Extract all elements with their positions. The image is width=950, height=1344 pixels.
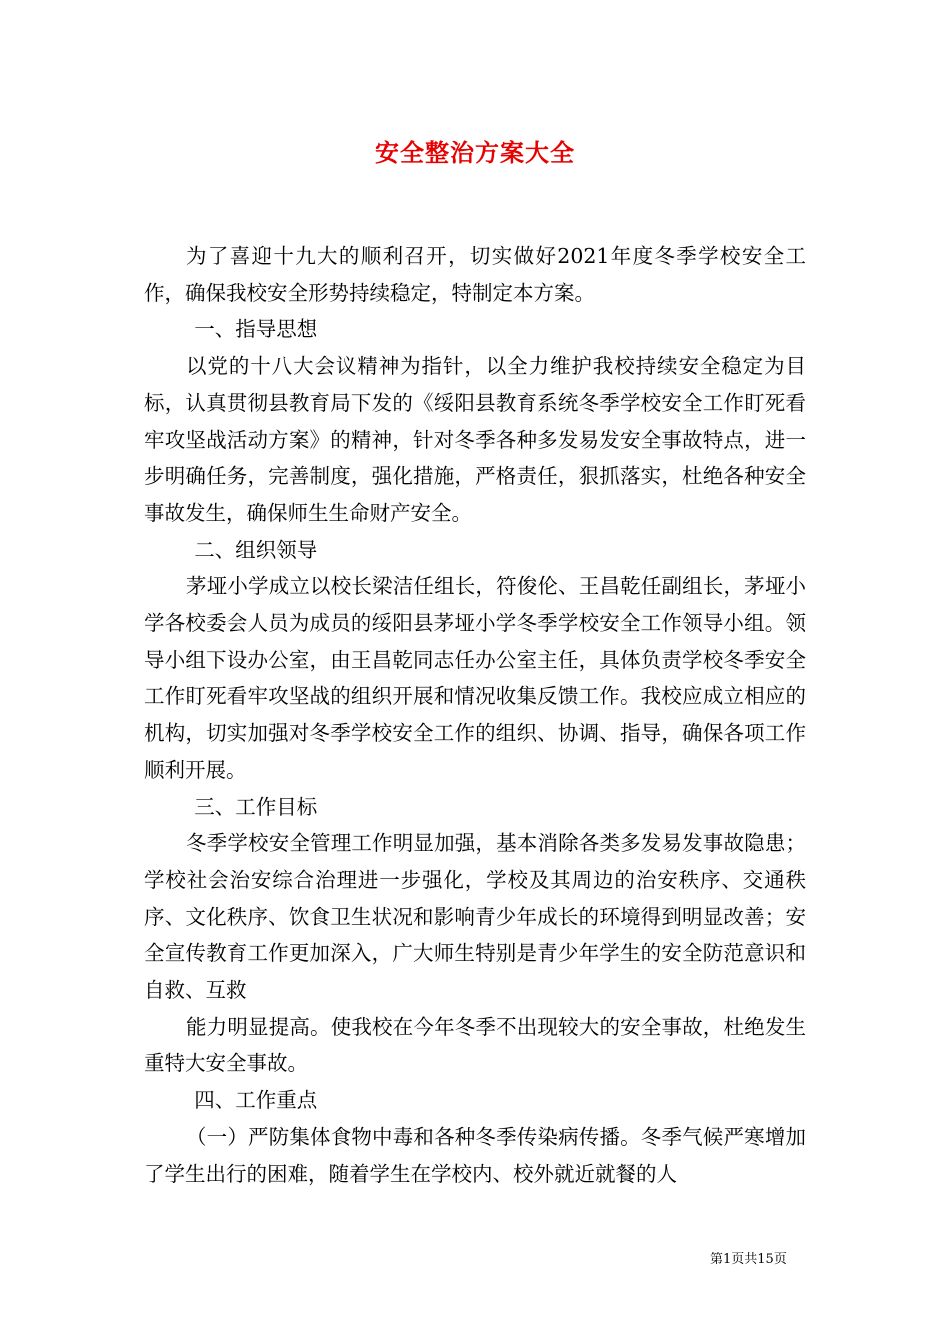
document-title: 安全整治方案大全 bbox=[375, 138, 575, 167]
section-heading-guiding-ideology: 一、指导思想 bbox=[194, 317, 318, 342]
work-goals-paragraph: 冬季学校安全管理工作明显加强，基本消除各类多发易发事故隐患；学校社会治安综合治理进一步强化，学校及其周边的治安秩序、交通秩序、文化秩序、饮食卫生状况和影响青少年成长的环境得到明显改善；安全宣传教育工作更加深入，广大师生特别是青少年学生的安全防范意识和自救、互救 bbox=[144, 831, 806, 1003]
page-number-footer: 第1页共15页 bbox=[710, 1252, 787, 1267]
work-goals-continuation: 能力明显提高。使我校在今年冬季不出现较大的安全事故，杜绝发生重特大安全事故。 bbox=[144, 1014, 806, 1076]
section-heading-organization: 二、组织领导 bbox=[194, 537, 318, 562]
section-heading-work-focus: 四、工作重点 bbox=[194, 1088, 318, 1113]
document-body bbox=[144, 238, 806, 1192]
guiding-ideology-paragraph: 以党的十八大会议精神为指针，以全力维护我校持续安全稳定为目标，认真贯彻县教育局下发的《绥阳县教育系统冬季学校安全工作盯死看牢攻坚战活动方案》的精神，针对冬季各种多发易发安全事故特点，进一步明确任务，完善制度，强化措施，严格责任，狠抓落实，杜绝各种安全事故发生，确保师生生命财产安全。 bbox=[144, 354, 806, 525]
organization-paragraph: 茅垭小学成立以校长梁洁任组长，符俊伦、王昌乾任副组长，茅垭小学各校委会人员为成员的绥阳县茅垭小学冬季学校安全工作领导小组。领导小组下设办公室，由王昌乾同志任办公室主任，具体负责学校冬季安全工作盯死看牢攻坚战的组织开展和情况收集反馈工作。我校应成立相应的机构，切实加强对冬季学校安全工作的组织、协调、指导，确保各项工作顺利开展。 bbox=[144, 574, 806, 782]
section-heading-work-goals: 三、工作目标 bbox=[194, 794, 318, 819]
intro-paragraph: 为了喜迎十九大的顺利召开，切实做好2021年度冬季学校安全工作，确保我校安全形势持续稳定，特制定本方案。 bbox=[144, 244, 806, 305]
work-focus-paragraph: （一）严防集体食物中毒和各种冬季传染病传播。冬季气候严寒增加了学生出行的困难，随着学生在学校内、校外就近就餐的人 bbox=[144, 1124, 806, 1186]
